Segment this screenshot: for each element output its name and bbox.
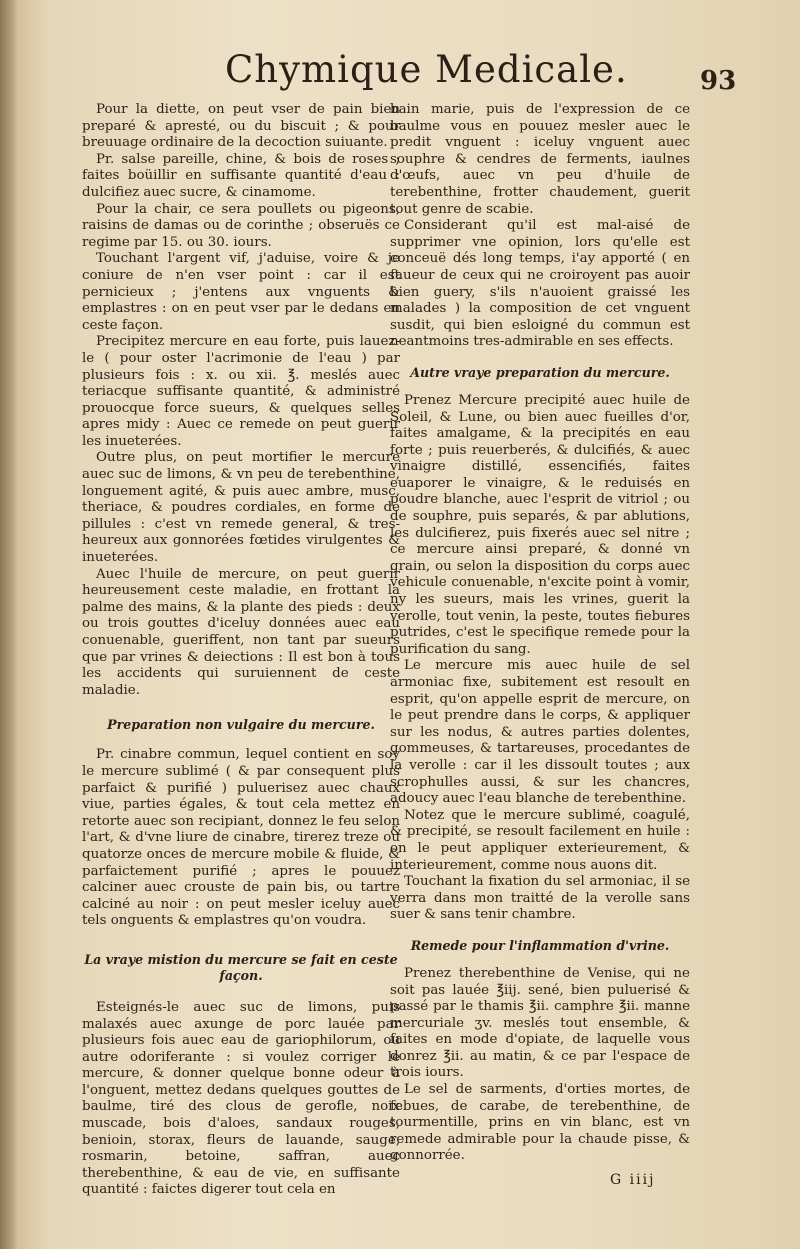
paragraph: Prenez Mercure precipité auec huile de Soleil, & Lune, ou bien auec fueilles d'or, faites amalgame, & la precipités en eau forte ; puis reuerberés, & dulcifiés, & auec vinaigre distillé, essencifiés, faites euaporer le vinaigre, & le reduisés en poudre blanche, auec l'esprit de vitriol ; ou de souphre, puis separés, & par ablutions, les dulcifierez, puis fixerés auec sel nitre ; ce mercure ainsi preparé, & donné vn grain, ou selon la disposition du corps auec vehicule conuenable, n'excite point à vomir, ny les sueurs, mais les vrines, guerit la verolle, tout venin, la peste, toutes fiebures putrides, c'est le specifique remede pour la purification du sang.	[390, 392, 690, 657]
paragraph: Precipitez mercure en eau forte, puis lauez-le ( pour oster l'acrimonie de l'eau ) par plusieurs fois : x. ou xii. ℥. meslés auec teriacque suffisante quantité, & administré prouocque force sueurs, & quelques selles apres midy : Auec ce remede on peut guerir les inueterées.	[82, 334, 400, 449]
page-number: 93	[700, 66, 737, 96]
paragraph: Touchant la fixation du sel armoniac, il se verra dans mon traitté de la verolle sans suer & sans tenir chambre.	[390, 874, 690, 923]
paragraph: Le sel de sarments, d'orties mortes, de febues, de carabe, de terebenthine, de tourmentille, prins en vin blanc, est vn remede admirable pour la chaude pisse, & gonnorrée.	[390, 1082, 690, 1164]
paragraph: Pour la diette, on peut vser de pain bien preparé & apresté, ou du biscuit ; & pour breuuage ordinaire de la decoction suiuante.	[82, 102, 400, 151]
signature-mark: G iiij	[610, 1172, 656, 1188]
running-head: Chymique Medicale.	[225, 48, 628, 91]
paragraph: bain marie, puis de l'expression de ce baulme vous en pouuez mesler auec le predit vnguent : iceluy vnguent auec souphre & cendres de ferments, iaulnes d'œufs, auec vn peu d'huile de terebenthine, frotter chaudement, guerit tout genre de scabie.	[390, 102, 690, 217]
binding-gutter	[0, 0, 18, 1249]
paragraph: Auec l'huile de mercure, on peut guerir heureusement ceste maladie, en frottant la palme des mains, & la plante des pieds : deux ou trois gouttes d'iceluy données auec eau conuenable, gueriffent, non tant par sueurs que par vrines & deiections : Il est bon à tous les accidents qui suruiennent de ceste maladie.	[82, 566, 400, 698]
paragraph: Pr. salse pareille, chine, & bois de roses ; faites boüillir en suffisante quantité d'eau : dulcifiez auec sucre, & cinamome.	[82, 151, 400, 200]
paragraph: Prenez therebenthine de Venise, qui ne soit pas lauée ℥iij. sené, bien puluerisé & passé par le thamis ℥ii. camphre ℥ii. manne mercuriale ʒv. meslés tout ensemble, & faites en mode d'opiate, de laquelle vous donrez ℥ii. au matin, & ce par l'espace de trois iours.	[390, 965, 690, 1081]
right-column	[390, 102, 690, 1165]
section-heading: Autre vraye preparation du mercure.	[410, 364, 670, 380]
section-heading: La vraye mistion du mercure se fait en ceste façon.	[84, 951, 398, 983]
paragraph: Esteignés-le auec suc de limons, puis malaxés auec axunge de porc lauée par plusieurs fois auec eau de gariophilorum, ou autre odoriferante : si voulez corriger le mercure, & donner quelque bonne odeur à l'onguent, mettez dedans quelques gouttes de baulme, tiré des clous de gerofle, noix muscade, bois d'aloes, sandaux rouges, benioin, storax, fleurs de lauande, sauge, rosmarin, betoine, saffran, auec therebenthine, & eau de vie, en suffisante quantité : faictes digerer tout cela en	[82, 999, 400, 1198]
paragraph: Le mercure mis auec huile de sel armoniac fixe, subitement est resoult en esprit, qu'on appelle esprit de mercure, on le peut prendre dans le corps, & appliquer sur les nodus, & autres parties dolentes, gommeuses, & tartareuses, procedantes de la verolle : car il les dissoult toutes ; aux scrophulles aussi, & sur les chancres, adoucy auec l'eau blanche de terebenthine.	[390, 658, 690, 807]
paragraph: Pour la chair, ce sera poullets ou pigeons, raisins de damas ou de corinthe ; obseruës ce regime par 15. ou 30. iours.	[82, 201, 400, 250]
left-column	[82, 102, 400, 1199]
section-heading: Remede pour l'inflammation d'vrine.	[410, 937, 670, 953]
paragraph: Outre plus, on peut mortifier le mercure auec suc de limons, & vn peu de terebenthine, longuement agité, & puis auec ambre, musc, theriace, & poudres cordiales, en forme de pillules : c'est vn remede general, & tres-heureux aux gonnorées fœtides virulgentes & inueterées.	[82, 450, 400, 566]
paragraph: Touchant l'argent vif, j'aduise, voire & je coniure de n'en vser point : car il est pernicieux ; j'entens aux vnguents & emplastres : on en peut vser par le dedans en ceste façon.	[82, 251, 400, 333]
section-heading: Preparation non vulgaire du mercure.	[107, 717, 375, 733]
paragraph: Considerant qu'il est mal-aisé de supprimer vne opinion, lors qu'elle est conceuë dés long temps, i'ay apporté ( en faueur de ceux qui ne croiroyent pas auoir bien guery, s'ils n'auoient graissé les malades ) la composition de cet vnguent susdit, qui bien esloigné du commun est neantmoins tres-admirable en ses effects.	[390, 218, 690, 350]
paragraph: Pr. cinabre commun, lequel contient en soy le mercure sublimé ( & par consequent plus parfaict & purifié ) puluerisez auec chaux viue, parties égales, & tout cela mettez en retorte auec son recipiant, donnez le feu selon l'art, & d'vne liure de cinabre, tirerez treze ou quatorze onces de mercure mobile & fluide, & parfaictement purifié ; apres le pouuez calciner auec crouste de pain bis, ou tartre calciné au noir : on peut mesler iceluy auec tels onguents & emplastres qu'on voudra.	[82, 747, 400, 929]
paragraph: Notez que le mercure sublimé, coagulé, & precipité, se resoult facilement en huile : on le peut appliquer exterieurement, & interieurement, comme nous auons dit.	[390, 807, 690, 873]
